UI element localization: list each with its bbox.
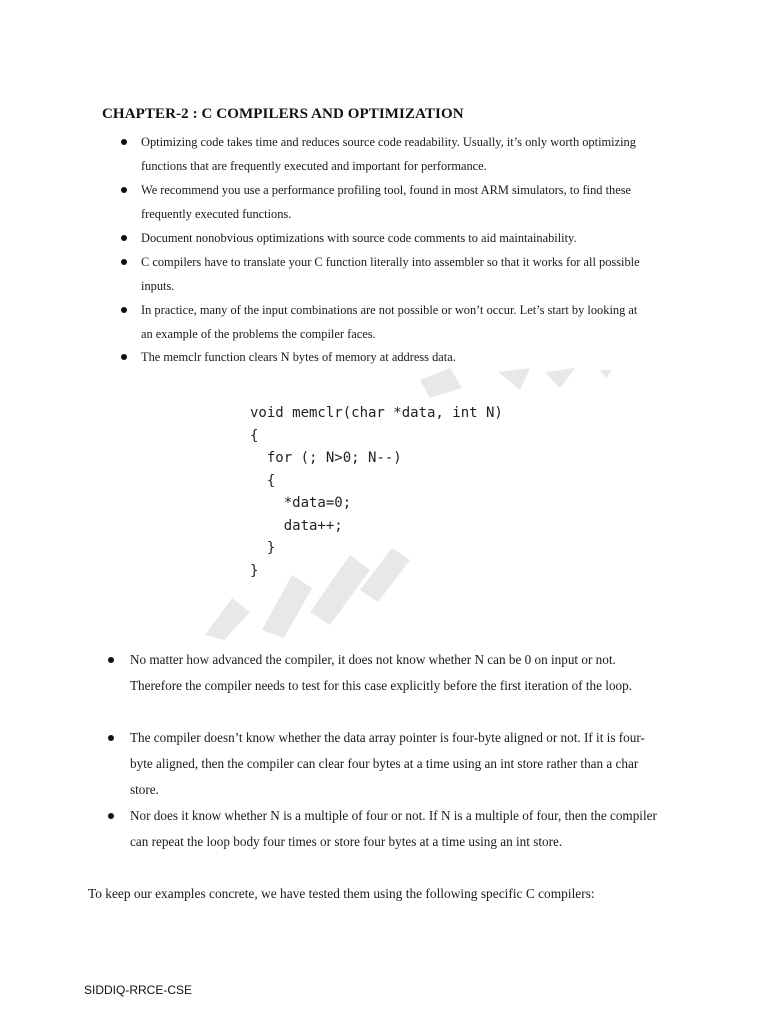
code-block: [250, 402, 503, 582]
list-item: We recommend you use a performance profiling tool, found in most ARM simulators, to find these frequently executed functions.: [141, 178, 641, 226]
code-line: {: [250, 427, 259, 444]
code-line: {: [250, 472, 276, 489]
code-line: void memclr(char *data, int N): [250, 405, 503, 421]
bullet-icon: [121, 235, 127, 241]
chapter-heading: CHAPTER-2 : C COMPILERS AND OPTIMIZATION: [102, 106, 464, 122]
closing-paragraph: To keep our examples concrete, we have tested them using the following specific C compilers:: [88, 886, 595, 901]
list-item: No matter how advanced the compiler, it does not know whether N can be 0 on input or not. Therefore the compiler needs to test for this case explicitly before the first iteration of the loop.: [130, 647, 658, 699]
bullet-icon: [108, 657, 114, 663]
code-line: *data=0;: [250, 495, 352, 511]
bullet-icon: [121, 354, 127, 360]
bullet-icon: [121, 307, 127, 313]
code-line: data++;: [250, 517, 343, 534]
list-item: The compiler doesn’t know whether the data array pointer is four-byte aligned or not. If it is four-byte aligned, then the compiler can clear four bytes at a time using an int store rather than a char store.: [130, 725, 658, 803]
code-line: }: [250, 540, 276, 556]
code-line: for (; N>0; N--): [250, 450, 402, 466]
bullet-icon: [108, 813, 114, 819]
bullet-icon: [121, 259, 127, 265]
list-item: In practice, many of the input combinations are not possible or won’t occur. Let’s start by looking at an example of the problems the compiler faces.: [141, 298, 641, 346]
page-footer: SIDDIQ-RRCE-CSE: [84, 983, 193, 997]
list-item: Optimizing code takes time and reduces source code readability. Usually, it’s only worth optimizing functions that are frequently executed and important for performance.: [141, 130, 641, 178]
bullet-icon: [121, 139, 127, 145]
list-item: The memclr function clears N bytes of memory at address data.: [141, 345, 641, 369]
list-item: C compilers have to translate your C function literally into assembler so that it works for all possible inputs.: [141, 250, 641, 298]
code-line: }: [250, 562, 259, 579]
bullet-icon: [121, 187, 127, 193]
list-item: Nor does it know whether N is a multiple of four or not. If N is a multiple of four, then the compiler can repeat the loop body four times or store four bytes at a time using an int store.: [130, 803, 658, 855]
list-item: Document nonobvious optimizations with source code comments to aid maintainability.: [141, 226, 641, 250]
bullet-icon: [108, 735, 114, 741]
